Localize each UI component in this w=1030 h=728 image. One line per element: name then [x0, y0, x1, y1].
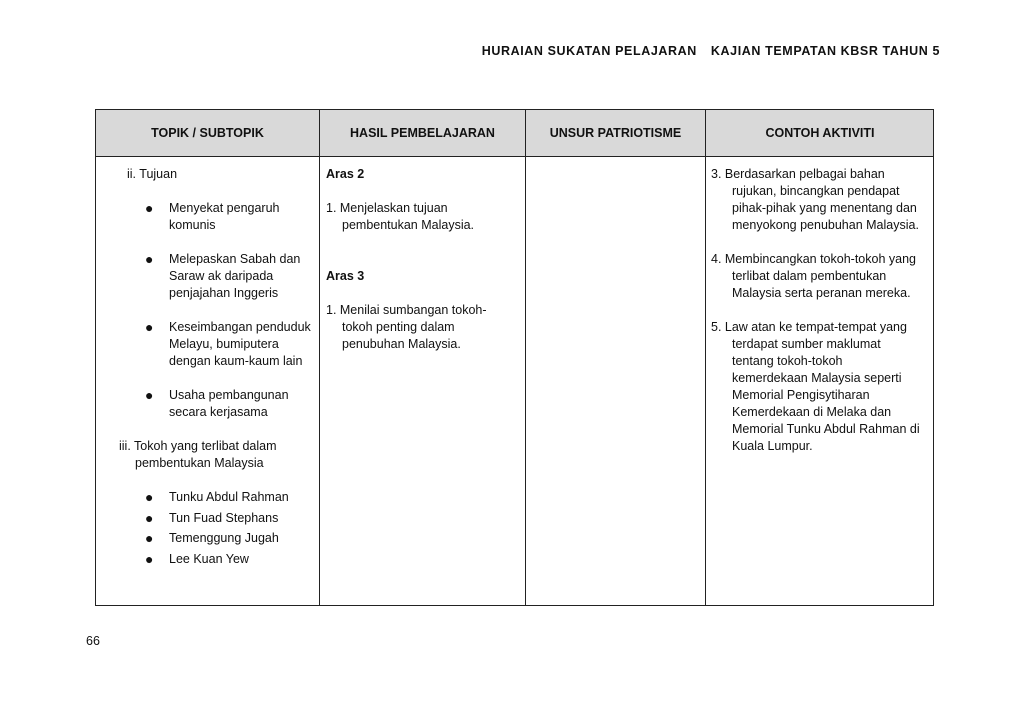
bullet-icon: ● — [145, 550, 154, 567]
header-contoh: CONTOH AKTIVITI — [765, 126, 875, 140]
list-item — [127, 489, 317, 506]
list-item-line: secara kerjasama — [169, 405, 268, 419]
bullet-icon: ● — [145, 489, 154, 505]
activity-line: kemerdekaan Malaysia seperti — [732, 371, 902, 385]
column-divider — [319, 110, 320, 605]
subtopic-label-line: pembentukan Malaysia — [135, 456, 264, 470]
column-divider — [525, 110, 526, 605]
activity-item — [711, 166, 933, 234]
header-hasil: HASIL PEMBELAJARAN — [350, 126, 495, 140]
list-item-line: dengan kaum-kaum lain — [169, 354, 303, 368]
activity-line: 3. Berdasarkan pelbagai bahan — [711, 167, 885, 181]
activity-line: tentang tokoh-tokoh — [732, 354, 843, 368]
bullet-icon: ● — [145, 509, 154, 526]
hasil-cell — [326, 166, 522, 353]
page-number: 66 — [86, 634, 100, 648]
learning-outcome-line: 1. Menjelaskan tujuan — [326, 201, 448, 215]
bullet-icon: ● — [145, 200, 154, 216]
list-item-line: Saraw ak daripada — [169, 269, 274, 283]
bullet-icon: ● — [145, 319, 154, 335]
activity-line: Malaysia serta peranan mereka. — [732, 286, 911, 300]
running-header-part1: HURAIAN SUKATAN PELAJARAN — [481, 44, 697, 58]
running-header-part2: KAJIAN TEMPATAN KBSR TAHUN 5 — [710, 44, 940, 58]
activity-line: Kuala Lumpur. — [732, 439, 813, 453]
aras-2-label: Aras 2 — [326, 167, 365, 181]
contoh-cell — [711, 166, 933, 455]
subtopic-label — [119, 438, 317, 472]
tokoh-list — [127, 489, 317, 568]
activity-line: terdapat sumber maklumat — [732, 337, 881, 351]
activity-line: rujukan, bincangkan pendapat — [732, 184, 900, 198]
learning-outcome-line: tokoh penting dalam — [342, 320, 455, 334]
list-item — [127, 530, 317, 547]
activity-line: menyokong penubuhan Malaysia. — [732, 218, 919, 232]
list-item — [127, 510, 317, 527]
header-topik: TOPIK / SUBTOPIK — [151, 126, 264, 140]
list-item-line: Temenggung Jugah — [169, 531, 279, 545]
list-item-line: Lee Kuan Yew — [169, 551, 249, 566]
activity-line: Kemerdekaan di Melaka dan — [732, 405, 892, 419]
column-divider — [705, 110, 706, 605]
activity-line: Memorial Pengisytiharan — [732, 388, 870, 402]
topik-cell — [119, 166, 317, 568]
learning-outcome-line: pembentukan Malaysia. — [342, 218, 475, 232]
list-item-line: Melayu, bumiputera — [169, 337, 279, 351]
subtopic-label-line: iii. Tokoh yang terlibat dalam — [119, 439, 277, 453]
list-item-line: Usaha pembangunan — [169, 388, 289, 402]
learning-outcome-line: penubuhan Malaysia. — [342, 337, 461, 351]
learning-outcome — [326, 200, 522, 234]
bullet-icon: ● — [145, 251, 154, 267]
learning-outcome-line: 1. Menilai sumbangan tokoh- — [326, 303, 487, 317]
header-unsur: UNSUR PATRIOTISME — [549, 126, 682, 140]
running-header — [482, 44, 940, 58]
list-item-line: Menyekat pengaruh — [169, 201, 280, 215]
list-item-line: Keseimbangan penduduk — [169, 320, 311, 334]
learning-outcome — [326, 302, 522, 353]
list-item — [127, 200, 317, 234]
bullet-icon: ● — [145, 530, 154, 546]
list-item-line: Tunku Abdul Rahman — [169, 490, 289, 504]
activity-line: 4. Membincangkan tokoh-tokoh yang — [711, 252, 916, 266]
activity-line: pihak-pihak yang menentang dan — [732, 201, 917, 215]
list-item — [127, 387, 317, 421]
list-item-line: penjajahan Inggeris — [169, 286, 279, 300]
activity-line: 5. Law atan ke tempat-tempat yang — [711, 320, 907, 334]
list-item — [127, 551, 317, 568]
bullet-icon: ● — [145, 387, 154, 403]
syllabus-table — [95, 109, 934, 606]
aras-3-label: Aras 3 — [326, 269, 365, 283]
activity-line: Memorial Tunku Abdul Rahman di — [732, 422, 920, 436]
activity-line: terlibat dalam pembentukan — [732, 269, 887, 283]
activity-item — [711, 251, 933, 302]
list-item — [127, 251, 317, 302]
list-item-line: Melepaskan Sabah dan — [169, 252, 301, 266]
subtopic-label: ii. Tujuan — [127, 167, 178, 181]
activity-item — [711, 319, 933, 455]
list-item-line: komunis — [169, 218, 216, 232]
list-item — [127, 319, 317, 370]
list-item-line: Tun Fuad Stephans — [169, 510, 279, 525]
